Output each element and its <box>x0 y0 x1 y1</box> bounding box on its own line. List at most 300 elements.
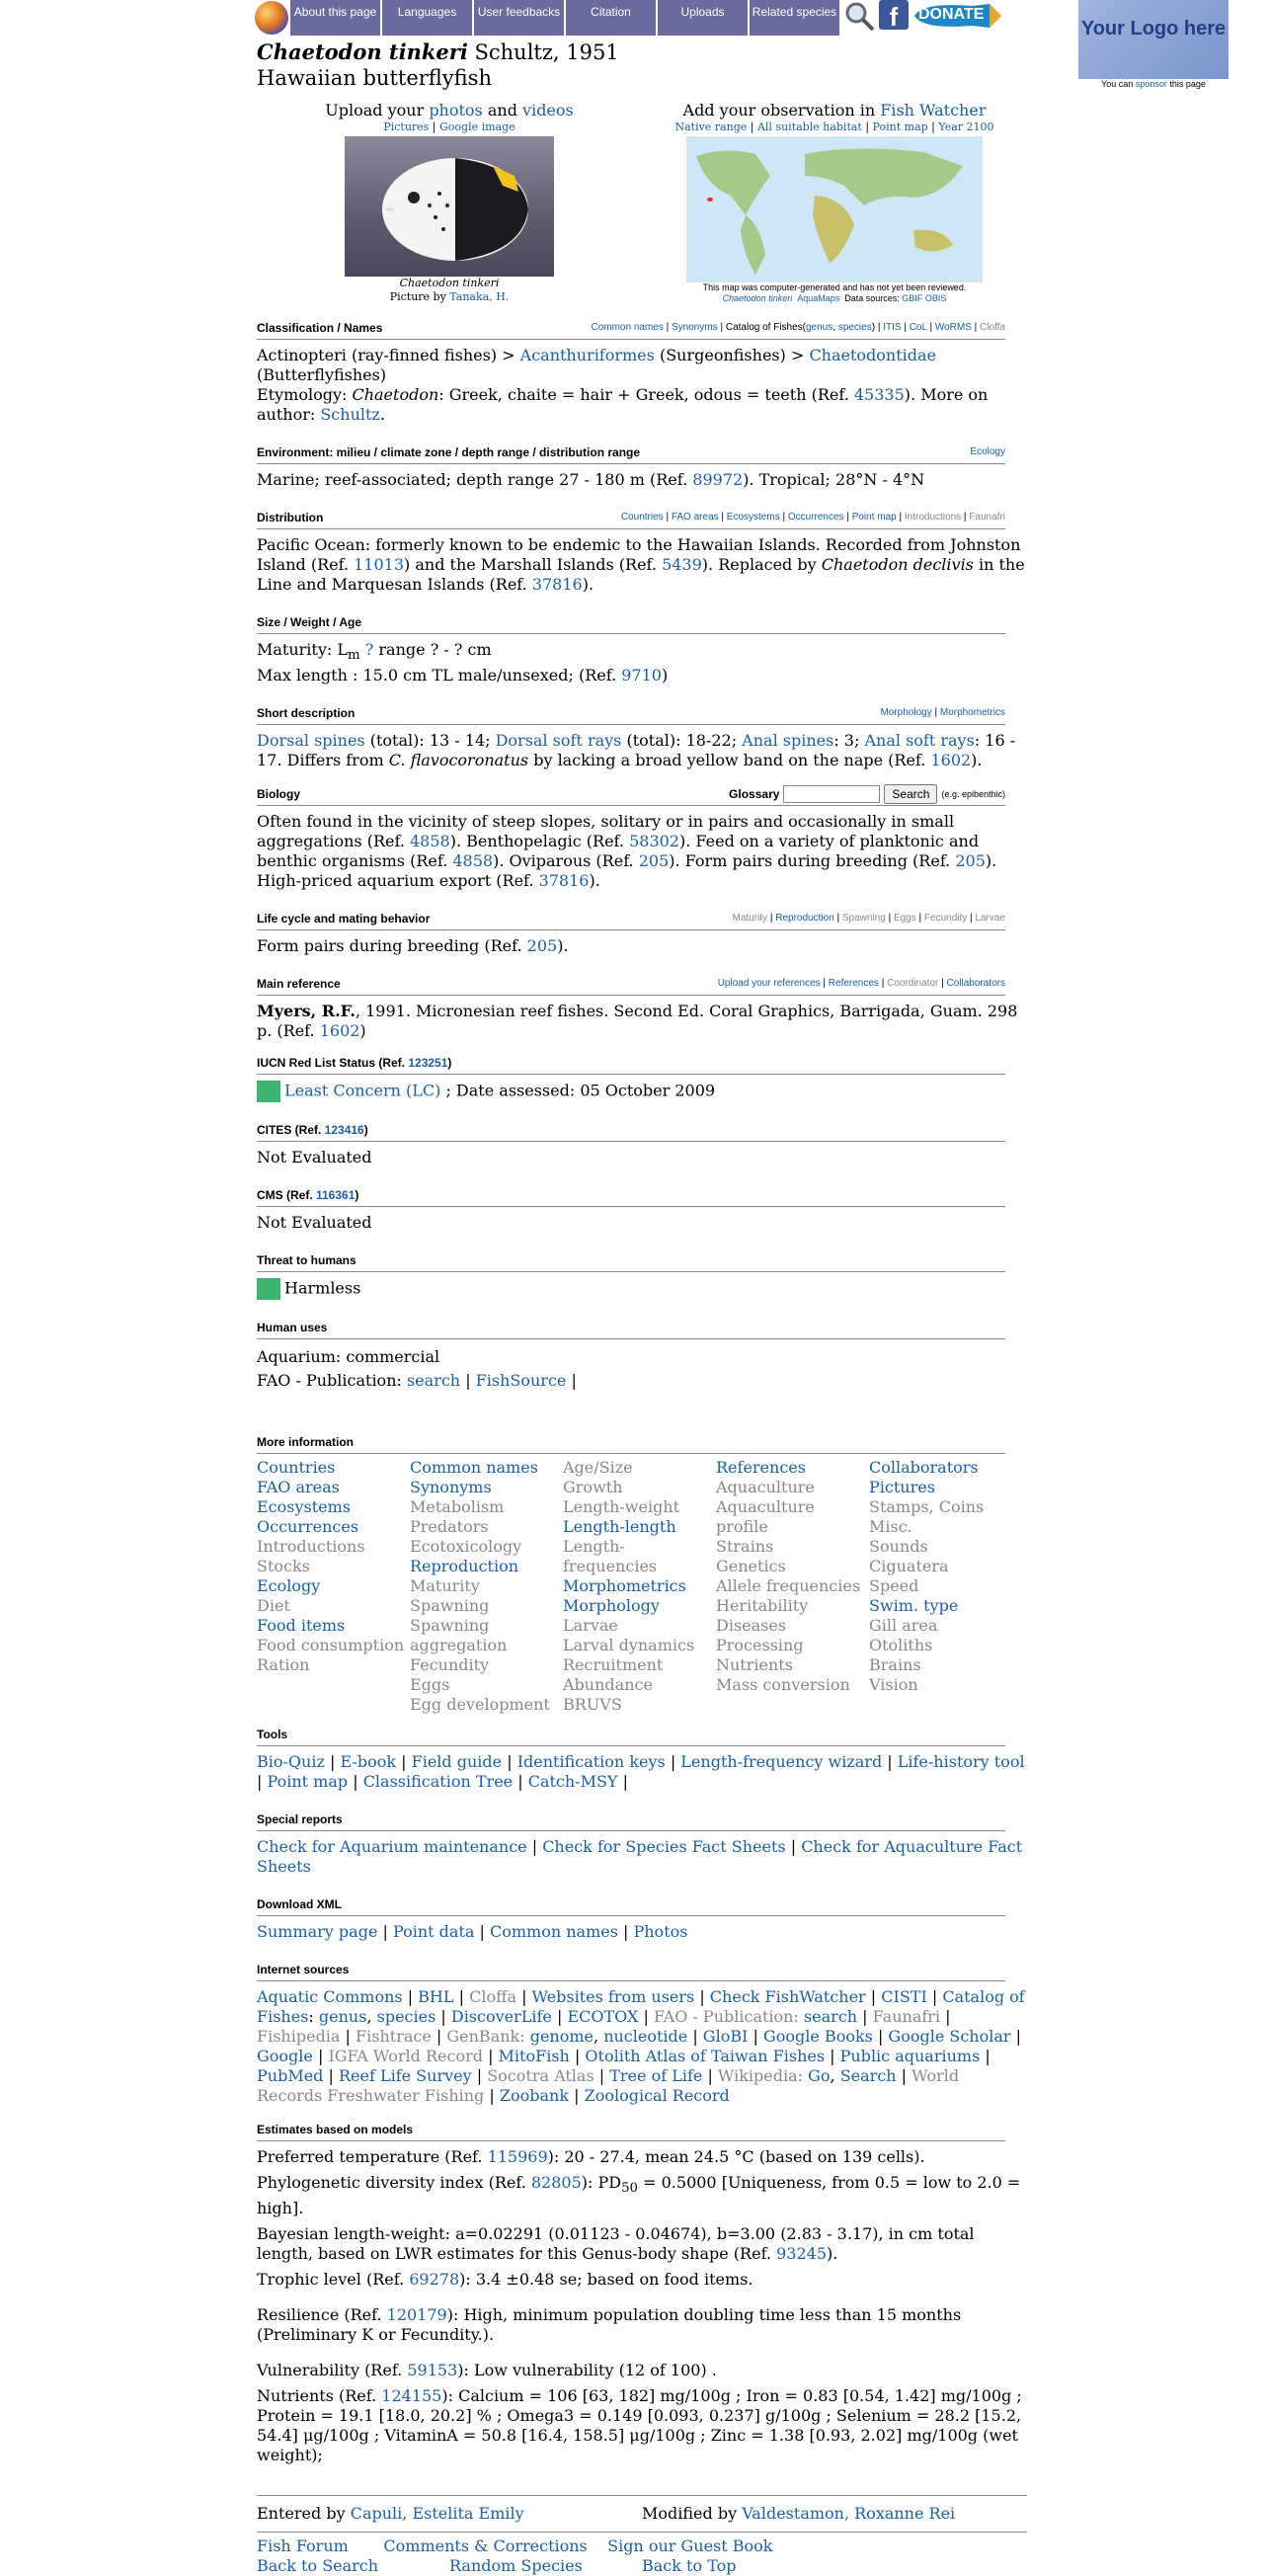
google-image-link[interactable]: Google image <box>439 121 515 133</box>
larvae-link[interactable]: Larvae <box>563 1616 618 1636</box>
author-link[interactable]: Schultz <box>320 405 380 424</box>
family-link[interactable]: Chaetodontidae <box>809 346 937 364</box>
websites-from-users-link[interactable]: Websites from users <box>531 1987 695 2007</box>
distribution-map[interactable] <box>686 136 983 282</box>
heritability-link[interactable]: Heritability <box>716 1596 809 1616</box>
fao-label: FAO - Publication: <box>257 1371 407 1391</box>
ecotox-link[interactable]: ECOTOX <box>567 2007 639 2027</box>
download-xml-header: Download XML <box>257 1897 342 1912</box>
desc-text: : 16 - 17. Differs from <box>257 731 1016 770</box>
spawning-link[interactable]: Spawning <box>841 913 886 925</box>
desc-text: (total): 13 - 14; <box>364 731 496 751</box>
worms-link[interactable]: WoRMS <box>934 322 972 333</box>
globi-link[interactable]: GloBI <box>702 2027 749 2047</box>
est-text: ): 20 - 27.4, mean 24.5 °C (based on 139 cells). <box>547 2147 925 2167</box>
common-names-link[interactable]: Common names <box>410 1458 538 1478</box>
facebook-icon[interactable]: f <box>879 0 909 30</box>
point-map-link[interactable]: Point map <box>872 121 928 133</box>
desc-text: (total): 18-22; <box>621 731 743 751</box>
swim-type-link[interactable]: Swim. type <box>869 1596 959 1616</box>
check-fishwatcher-link[interactable]: Check FishWatcher <box>709 1987 866 2007</box>
fao-areas-link[interactable]: FAO areas <box>671 512 719 523</box>
morphology-link[interactable]: Morphology <box>880 707 932 719</box>
ref-link[interactable]: 11013 <box>354 555 405 574</box>
ref-link[interactable]: 4858 <box>409 832 450 851</box>
obis-link[interactable]: OBIS <box>924 293 947 303</box>
glossary-search-input[interactable] <box>783 785 880 803</box>
collaborators-link[interactable]: Collaborators <box>946 978 1005 990</box>
check-for-species-fact-sheets-link[interactable]: Check for Species Fact Sheets <box>542 1837 786 1857</box>
threat-section <box>257 1250 1027 1300</box>
diet-link[interactable]: Diet <box>257 1596 290 1616</box>
col-link[interactable]: CoL <box>909 322 927 333</box>
larval-dynamics-link[interactable]: Larval dynamics <box>563 1636 695 1655</box>
guest-book-link[interactable]: Sign our Guest Book <box>607 2536 773 2556</box>
introductions-link[interactable]: Introductions <box>904 512 962 523</box>
point-map-link[interactable]: Point map <box>851 512 897 523</box>
modified-by-link[interactable]: Valdestamon, Roxanne Rei <box>742 2504 956 2524</box>
estimates-header: Estimates based on models <box>257 2123 414 2137</box>
picture-by-text: Picture by <box>389 290 450 303</box>
etym-end: . <box>379 405 385 424</box>
reference-author: Myers, R.F. <box>257 1002 356 1021</box>
est-text: Phylogenetic diversity index (Ref. <box>257 2173 531 2193</box>
more-information-header: More information <box>257 1435 354 1450</box>
suitable-habitat-link[interactable]: All suitable habitat <box>756 121 862 133</box>
est-text: ): 3.4 ±0.48 se; based on food items. <box>459 2270 753 2290</box>
year-2100-link[interactable]: Year 2100 <box>938 121 994 133</box>
spawning-link[interactable]: Spawning <box>410 1596 490 1616</box>
dist-text: Pacific Ocean: formerly known to be endemic to the Hawaiian Islands. Recorded from Johnston Island (Ref. <box>257 535 1021 574</box>
nav-related-species[interactable]: Related species <box>748 0 839 36</box>
class-text: Actinopteri (ray-finned fishes) > <box>257 346 520 364</box>
bio-text: ). High-priced aquarium export (Ref. <box>257 851 997 891</box>
genome-link[interactable]: genome <box>529 2027 594 2047</box>
classification-header: Classification / Names <box>257 321 383 335</box>
fishbase-globe-icon[interactable] <box>255 1 288 35</box>
point-data-link[interactable]: Point data <box>392 1922 475 1942</box>
special-reports-links: Check for Aquarium maintenance | Check for Species Fact Sheets | Check for Aquaculture Fact Sheets <box>257 1837 1023 1877</box>
ref-link[interactable]: 37816 <box>531 575 583 594</box>
dist-text: in the Line and Marquesan Islands (Ref. <box>257 555 1025 594</box>
logo-caption-post: this page <box>1166 79 1206 89</box>
common-names-link[interactable]: Common names <box>591 322 664 333</box>
data-sources-label: Data sources: <box>844 293 903 303</box>
footer-links <box>257 2532 1027 2576</box>
tree-of-life-link[interactable]: Tree of Life <box>609 2066 703 2086</box>
food-items-link[interactable]: Food items <box>257 1616 346 1636</box>
pictures-link[interactable]: Pictures <box>383 121 430 133</box>
order-link[interactable]: Acanthuriformes <box>519 346 655 364</box>
fishipedia-link[interactable]: Fishipedia <box>257 2027 341 2047</box>
google-books-link[interactable]: Google Books <box>762 2027 873 2047</box>
your-logo-placeholder[interactable]: Your Logo here <box>1078 0 1228 79</box>
more-info-column <box>410 1458 563 1715</box>
references-link[interactable]: References <box>828 978 879 990</box>
tools-links: Bio-Quiz | E-book | Field guide | Identification keys | Length-frequency wizard | Life-history tool | Point map | Classification Tree | Catch-MSY | <box>257 1752 1025 1792</box>
more-info-column <box>716 1458 869 1715</box>
countries-link[interactable]: Countries <box>257 1458 336 1478</box>
catalog-label: Catalog of Fishes( <box>725 322 806 333</box>
aquatic-commons-link[interactable]: Aquatic Commons <box>257 1987 403 2007</box>
synonyms-link[interactable]: Synonyms <box>410 1478 492 1497</box>
dorsal-spines-link[interactable]: Dorsal spines <box>257 731 365 751</box>
est-text: Resilience (Ref. <box>257 2305 387 2325</box>
countries-link[interactable]: Countries <box>620 512 664 523</box>
sponsor-link[interactable]: sponsor <box>1135 79 1167 89</box>
ref-link[interactable]: 4858 <box>452 851 494 871</box>
catalog-species-link[interactable]: species <box>837 322 872 333</box>
search-link[interactable]: search <box>803 2007 858 2027</box>
bio-text: ). Benthopelagic (Ref. <box>449 832 630 851</box>
est-text: ): PD <box>581 2173 622 2193</box>
iucn-status-link[interactable]: Least Concern (LC) <box>284 1081 441 1100</box>
env-text: Marine; reef-associated; depth range 27 - 180 m (Ref. <box>257 470 693 489</box>
nav-user-feedbacks[interactable]: User feedbacks <box>472 0 564 36</box>
socotra-atlas-link[interactable]: Socotra Atlas <box>487 2066 594 2086</box>
anal-spines-link[interactable]: Anal spines <box>742 731 834 751</box>
synonyms-link[interactable]: Synonyms <box>672 322 718 333</box>
larvae-link[interactable]: Larvae <box>975 913 1005 925</box>
summary-page-link[interactable]: Summary page <box>257 1922 378 1942</box>
fecundity-link[interactable]: Fecundity <box>923 913 968 925</box>
anal-soft-rays-link[interactable]: Anal soft rays <box>864 731 975 751</box>
lifecycle-text: Form pairs during breeding (Ref. <box>257 936 527 956</box>
eggs-link[interactable]: Eggs <box>410 1675 450 1695</box>
brains-link[interactable]: Brains <box>869 1655 921 1675</box>
faunafri-link[interactable]: Faunafri <box>969 512 1005 523</box>
identification-keys-link[interactable]: Identification keys <box>516 1752 666 1772</box>
species-title <box>257 40 1027 91</box>
upload-your-references-link[interactable]: Upload your references <box>717 978 821 990</box>
reef-life-survey-link[interactable]: Reef Life Survey <box>338 2066 472 2086</box>
bruvs-link[interactable]: BRUVS <box>563 1695 622 1715</box>
donate-button[interactable] <box>912 0 1003 32</box>
fish-forum-link[interactable]: Fish Forum <box>257 2536 349 2556</box>
ration-link[interactable]: Ration <box>257 1655 310 1675</box>
ref-link[interactable]: 205 <box>638 851 670 871</box>
fish-watcher-link[interactable]: Fish Watcher <box>880 101 987 120</box>
catch-msy-link[interactable]: Catch-MSY <box>527 1772 618 1792</box>
ref-link[interactable]: 120179 <box>386 2305 447 2325</box>
iucn-header-post: ) <box>447 1056 452 1071</box>
modified-by-label: Modified by <box>642 2504 743 2524</box>
biology-section <box>257 784 1027 891</box>
length-length-link[interactable]: Length-length <box>563 1517 676 1537</box>
iucn-header: IUCN Red List Status (Ref. <box>257 1056 409 1071</box>
spawning-aggregation-link[interactable]: Spawning aggregation <box>410 1616 508 1655</box>
cisti-link[interactable]: CISTI <box>881 1987 927 2007</box>
check-for-aquaculture-fact-sheets-link[interactable]: Check for Aquaculture Fact Sheets <box>257 1837 1023 1877</box>
environment-header: Environment: milieu / climate zone / depth range / distribution range <box>257 445 641 459</box>
pictures-link[interactable]: Pictures <box>869 1478 935 1497</box>
ref-link[interactable]: 116361 <box>316 1188 356 1203</box>
nav-about[interactable]: About this page <box>288 0 380 36</box>
random-species-link[interactable]: Random Species <box>449 2556 583 2576</box>
catalog-genus-link[interactable]: genus <box>806 322 833 333</box>
est-text: ). <box>827 2244 838 2264</box>
species-author: Schultz, 1951 <box>467 40 619 64</box>
special-reports-header: Special reports <box>257 1812 343 1827</box>
collaborators-link[interactable]: Collaborators <box>869 1458 979 1478</box>
human-uses-header: Human uses <box>257 1321 328 1335</box>
gbif-link[interactable]: GBIF <box>902 293 923 303</box>
ref-link[interactable]: 1602 <box>930 751 972 770</box>
bhl-link[interactable]: BHL <box>418 1987 454 2007</box>
ref-link[interactable]: 58302 <box>629 832 679 851</box>
top-nav-bar <box>255 0 1003 36</box>
bio-quiz-link[interactable]: Bio-Quiz <box>257 1752 325 1772</box>
length-weight-link[interactable]: Length-weight <box>563 1497 680 1517</box>
entered-by-link[interactable]: Capuli, Estelita Emily <box>350 2504 524 2524</box>
ref-link[interactable]: 205 <box>526 936 558 956</box>
nav-uploads[interactable]: Uploads <box>656 0 748 36</box>
back-to-search-link[interactable]: Back to Search <box>257 2556 379 2576</box>
special-reports-section <box>257 1810 1027 1877</box>
ref-link[interactable]: 5439 <box>662 555 702 574</box>
fao-publication-link[interactable]: FAO - Publication: <box>653 2007 799 2027</box>
ref-link[interactable]: 45335 <box>853 385 905 404</box>
distribution-header: Distribution <box>257 511 324 524</box>
coordinator-link[interactable]: Coordinator <box>887 978 939 990</box>
and-text: and <box>482 101 523 120</box>
glossary-example: (e.g. epibenthic) <box>941 789 1005 800</box>
main-reference-section <box>257 974 1027 1041</box>
dorsal-soft-rays-link[interactable]: Dorsal soft rays <box>495 731 622 751</box>
discoverlife-link[interactable]: DiscoverLife <box>450 2007 552 2027</box>
google-link[interactable]: Google <box>257 2047 313 2066</box>
sponsor-logo-box <box>1078 0 1228 89</box>
ecosystems-link[interactable]: Ecosystems <box>257 1497 352 1517</box>
point-map-link[interactable]: Point map <box>267 1772 349 1792</box>
maturity-link[interactable]: Maturity <box>732 913 768 925</box>
tools-section <box>257 1725 1027 1792</box>
internet-sources-links: Aquatic Commons | BHL | Cloffa | Websites from users | Check FishWatcher | CISTI | Catalog of Fishes: genus, species | DiscoverLife | ECOTOX | FAO - Publication: search | Faunafri | Fishipedia | Fishtrace | GenBank: genome, nucleotide | GloBI | Google Books | Google Scholar | Google | IGFA World Record | MitoFish | Otolith Atlas of Taiwan Fishes | Public aquariums | PubMed | Reef Life Survey | Socotra Atlas | Tree of Life | Wikipedia: Go, Search | World Records Freshwater Fishing | Zoobank | Zoological Record <box>257 1987 1025 2106</box>
nutrients-link[interactable]: Nutrients <box>716 1655 793 1675</box>
vision-link[interactable]: Vision <box>869 1675 918 1695</box>
aquarium-use: Aquarium: commercial <box>257 1347 440 1367</box>
food-consumption-link[interactable]: Food consumption <box>257 1636 405 1655</box>
ecotoxicology-link[interactable]: Ecotoxicology <box>410 1537 522 1557</box>
species-name: Chaetodon tinkeri <box>257 40 468 64</box>
google-scholar-link[interactable]: Google Scholar <box>888 2027 1011 2047</box>
morphometrics-link[interactable]: Morphometrics <box>563 1576 686 1596</box>
go-link[interactable]: Go <box>808 2066 831 2086</box>
diseases-link[interactable]: Diseases <box>716 1616 787 1636</box>
nucleotide-link[interactable]: nucleotide <box>603 2027 688 2047</box>
maturity-help-link[interactable]: ? <box>359 640 374 659</box>
family-post: (Butterflyfishes) <box>257 365 387 384</box>
iucn-date: ; Date assessed: 05 October 2009 <box>440 1081 716 1100</box>
ref-link[interactable]: 69278 <box>409 2270 460 2290</box>
desc-text: ). <box>971 751 983 770</box>
more-information-section <box>257 1432 1027 1715</box>
strains-link[interactable]: Strains <box>716 1537 774 1557</box>
introductions-link[interactable]: Introductions <box>257 1537 365 1557</box>
comments-link[interactable]: Comments & Corrections <box>383 2536 588 2556</box>
ref-link[interactable]: 37816 <box>538 871 590 891</box>
cloffa-link[interactable]: Cloffa <box>469 1987 516 2007</box>
occurrences-link[interactable]: Occurrences <box>257 1517 359 1537</box>
references-link[interactable]: References <box>716 1458 806 1478</box>
aquaculture-link[interactable]: Aquaculture <box>716 1478 815 1497</box>
tools-header: Tools <box>257 1728 288 1742</box>
ecology-link[interactable]: Ecology <box>257 1576 321 1596</box>
world-records-freshwater-fishing-link[interactable]: World Records Freshwater Fishing <box>257 2066 960 2106</box>
public-aquariums-link[interactable]: Public aquariums <box>839 2047 981 2066</box>
ref-link[interactable]: 123416 <box>324 1123 364 1138</box>
morphology-link[interactable]: Morphology <box>563 1596 660 1616</box>
fish-photo[interactable] <box>345 136 554 277</box>
morphometrics-link[interactable]: Morphometrics <box>939 707 1005 719</box>
etym-post: ). More on author: <box>257 385 989 424</box>
gill-area-link[interactable]: Gill area <box>869 1616 938 1636</box>
nav-citation[interactable]: Citation <box>564 0 656 36</box>
fecundity-link[interactable]: Fecundity <box>410 1655 490 1675</box>
distribution-section: Distribution Countries | FAO areas | Ecosystems | Occurrences | Point map | Introductions | Faunafri Pacific Ocean: formerly known to be endemic to the Hawaiian Islands. Recorded from Johnston Island (Ref. 11013) and the Marshall Islands (Ref. 5439). Replaced by Chaetodon declivis in the Line and Marquesan Islands (Ref. 37816). <box>257 508 1027 595</box>
wikipedia-link[interactable]: Wikipedia: <box>717 2066 804 2086</box>
stamps-coins-misc-link[interactable]: Stamps, Coins Misc. <box>869 1497 985 1537</box>
growth-link[interactable]: Growth <box>563 1478 623 1497</box>
ref-link[interactable]: 59153 <box>407 2361 458 2380</box>
footer-credits <box>257 2495 1027 2524</box>
eggs-link[interactable]: Eggs <box>893 913 916 925</box>
iucn-section <box>257 1053 1027 1102</box>
map-species-link[interactable]: Chaetodon tinkeri <box>722 293 793 303</box>
ref-link[interactable]: 205 <box>955 851 986 871</box>
maturity-sub: m <box>348 648 360 664</box>
glossary-label: Glossary <box>729 787 780 802</box>
otolith-atlas-of-taiwan-fishes-link[interactable]: Otolith Atlas of Taiwan Fishes <box>585 2047 826 2066</box>
genus-link[interactable]: genus <box>318 2007 367 2027</box>
mass-conversion-link[interactable]: Mass conversion <box>716 1675 850 1695</box>
genetics-link[interactable]: Genetics <box>716 1557 786 1576</box>
observation-text: Add your observation in <box>682 101 881 120</box>
age-size-link[interactable]: Age/Size <box>563 1458 633 1478</box>
speed-link[interactable]: Speed <box>869 1576 919 1596</box>
sounds-link[interactable]: Sounds <box>869 1537 928 1557</box>
ecosystems-link[interactable]: Ecosystems <box>726 512 780 523</box>
igfa-world-record-link[interactable]: IGFA World Record <box>328 2047 483 2066</box>
abundance-link[interactable]: Abundance <box>563 1675 653 1695</box>
metabolism-link[interactable]: Metabolism <box>410 1497 505 1517</box>
ref-link[interactable]: 1602 <box>319 1021 360 1041</box>
main-reference-header: Main reference <box>257 977 341 992</box>
search-icon[interactable] <box>843 0 875 32</box>
maturity-range: range ? - ? cm <box>373 640 492 659</box>
aquamaps-link[interactable]: AquaMaps <box>797 293 840 303</box>
desc-text: : 3; <box>833 731 865 751</box>
classification-tree-link[interactable]: Classification Tree <box>362 1772 514 1792</box>
ciguatera-link[interactable]: Ciguatera <box>869 1557 949 1576</box>
bio-text: ). <box>589 871 600 891</box>
fishsource-link[interactable]: FishSource <box>475 1371 567 1391</box>
threat-color-square <box>257 1278 280 1300</box>
species-link[interactable]: species <box>376 2007 436 2027</box>
dist-text: ). <box>582 575 594 594</box>
ref-link[interactable]: 124155 <box>381 2386 442 2406</box>
maturity-link[interactable]: Maturity <box>410 1576 480 1596</box>
est-text: Vulnerability (Ref. <box>257 2361 408 2380</box>
pubmed-link[interactable]: PubMed <box>257 2066 324 2086</box>
cites-status: Not Evaluated <box>257 1148 372 1167</box>
fishtrace-link[interactable]: Fishtrace <box>356 2027 432 2047</box>
field-guide-link[interactable]: Field guide <box>411 1752 503 1772</box>
photographer-link[interactable]: Tanaka, H. <box>449 290 510 303</box>
reproduction-link[interactable]: Reproduction <box>775 913 834 925</box>
occurrences-link[interactable]: Occurrences <box>787 512 844 523</box>
ref-link[interactable]: 9710 <box>621 666 662 685</box>
desc-text: by lacking a broad yellow band on the nape (Ref. <box>528 751 931 770</box>
est-text: Bayesian length-weight: a=0.02291 (0.01123 - 0.04674), b=3.00 (2.83 - 3.17), in cm total length, based on LWR estimates for this Genus-body shape (Ref. <box>257 2224 975 2264</box>
glossary-search-button[interactable]: Search <box>884 784 937 804</box>
main-content <box>257 40 1027 2576</box>
lifecycle-header: Life cycle and mating behavior <box>257 912 431 926</box>
main-reference-links: Upload your references | References | Coordinator | Collaborators <box>717 978 1005 990</box>
reproduction-link[interactable]: Reproduction <box>410 1557 519 1576</box>
search-link[interactable]: Search <box>839 2066 897 2086</box>
e-book-link[interactable]: E-book <box>340 1752 397 1772</box>
common-names-link[interactable]: Common names <box>489 1922 618 1942</box>
allele-frequencies-link[interactable]: Allele frequencies <box>716 1576 861 1596</box>
media-section <box>257 101 1027 304</box>
upload-text: Upload your <box>325 101 430 120</box>
internet-sources-header: Internet sources <box>257 1963 350 1977</box>
max-length-text: Max length : 15.0 cm TL male/unsexed; (Ref. <box>257 666 622 685</box>
photos-link[interactable]: Photos <box>633 1922 688 1942</box>
logo-caption-pre: You can <box>1101 79 1136 89</box>
ref-link[interactable]: 89972 <box>692 470 744 489</box>
zoobank-link[interactable]: Zoobank <box>499 2086 570 2106</box>
ref-link[interactable]: 82805 <box>530 2173 582 2193</box>
map-column: Add your observation in Fish Watcher Native range | All suitable habitat | Point map | Year 2100 This map was computer-generated and has not yet been reviewed. Chaetodon tinkeri AquaMaps Data sources: GBIF OBIS <box>642 101 1027 304</box>
life-history-tool-link[interactable]: Life-history tool <box>897 1752 1025 1772</box>
nav-languages[interactable]: Languages <box>380 0 472 36</box>
catalog-of-fishes-link[interactable]: Catalog of Fishes <box>257 1987 1025 2027</box>
videos-link[interactable]: videos <box>522 101 574 120</box>
short-description-section: Short description Morphology | Morphometrics Dorsal spines (total): 13 - 14; Dorsal soft rays (total): 18-22; Anal spines: 3; Anal soft rays: 16 - 17. Differs from C. flavocoronatus by lacking a broad yellow band on the nape (Ref. 1602). <box>257 703 1027 770</box>
back-to-top-link[interactable]: Back to Top <box>642 2556 737 2576</box>
check-for-aquarium-maintenance-link[interactable]: Check for Aquarium maintenance <box>257 1837 527 1857</box>
length-frequencies-link[interactable]: Length-frequencies <box>563 1537 658 1576</box>
recruitment-link[interactable]: Recruitment <box>563 1655 664 1675</box>
genbank-link[interactable]: GenBank: <box>446 2027 525 2047</box>
fao-areas-link[interactable]: FAO areas <box>257 1478 340 1497</box>
otoliths-link[interactable]: Otoliths <box>869 1636 933 1655</box>
length-frequency-wizard-link[interactable]: Length-frequency wizard <box>680 1752 883 1772</box>
aquaculture-profile-link[interactable]: Aquaculture profile <box>716 1497 815 1537</box>
cloffa-link[interactable]: Cloffa <box>980 322 1005 333</box>
predators-link[interactable]: Predators <box>410 1517 489 1537</box>
stocks-link[interactable]: Stocks <box>257 1557 310 1576</box>
classification-section: Classification / Names Common names | Synonyms | Catalog of Fishes(genus, species) | ITIS | CoL | WoRMS | Cloffa Actinopteri (ray-finned fishes) > Acanthuriformes (Surgeonfishes) > Chaetodontidae (Butterflyfishes) Etymology: Chaetodon: Greek, chaite = hair + Greek, odous = teeth (Ref. 45335). More on author: Schultz. <box>257 318 1027 425</box>
cites-header: CITES (Ref. <box>257 1123 325 1138</box>
ref-link[interactable]: 123251 <box>408 1056 448 1071</box>
ref-link[interactable]: 115969 <box>487 2147 548 2167</box>
ref-link[interactable]: 93245 <box>776 2244 827 2264</box>
fao-search-link[interactable]: search <box>406 1371 461 1391</box>
egg-development-link[interactable]: Egg development <box>410 1695 550 1715</box>
ecology-link[interactable]: Ecology <box>970 446 1005 457</box>
photos-link[interactable]: photos <box>429 101 483 120</box>
itis-link[interactable]: ITIS <box>883 322 902 333</box>
processing-link[interactable]: Processing <box>716 1636 804 1655</box>
faunafri-link[interactable]: Faunafri <box>872 2007 941 2027</box>
native-range-link[interactable]: Native range <box>674 121 748 133</box>
zoological-record-link[interactable]: Zoological Record <box>584 2086 730 2106</box>
mitofish-link[interactable]: MitoFish <box>498 2047 570 2066</box>
common-name: Hawaiian butterflyfish <box>257 66 492 90</box>
